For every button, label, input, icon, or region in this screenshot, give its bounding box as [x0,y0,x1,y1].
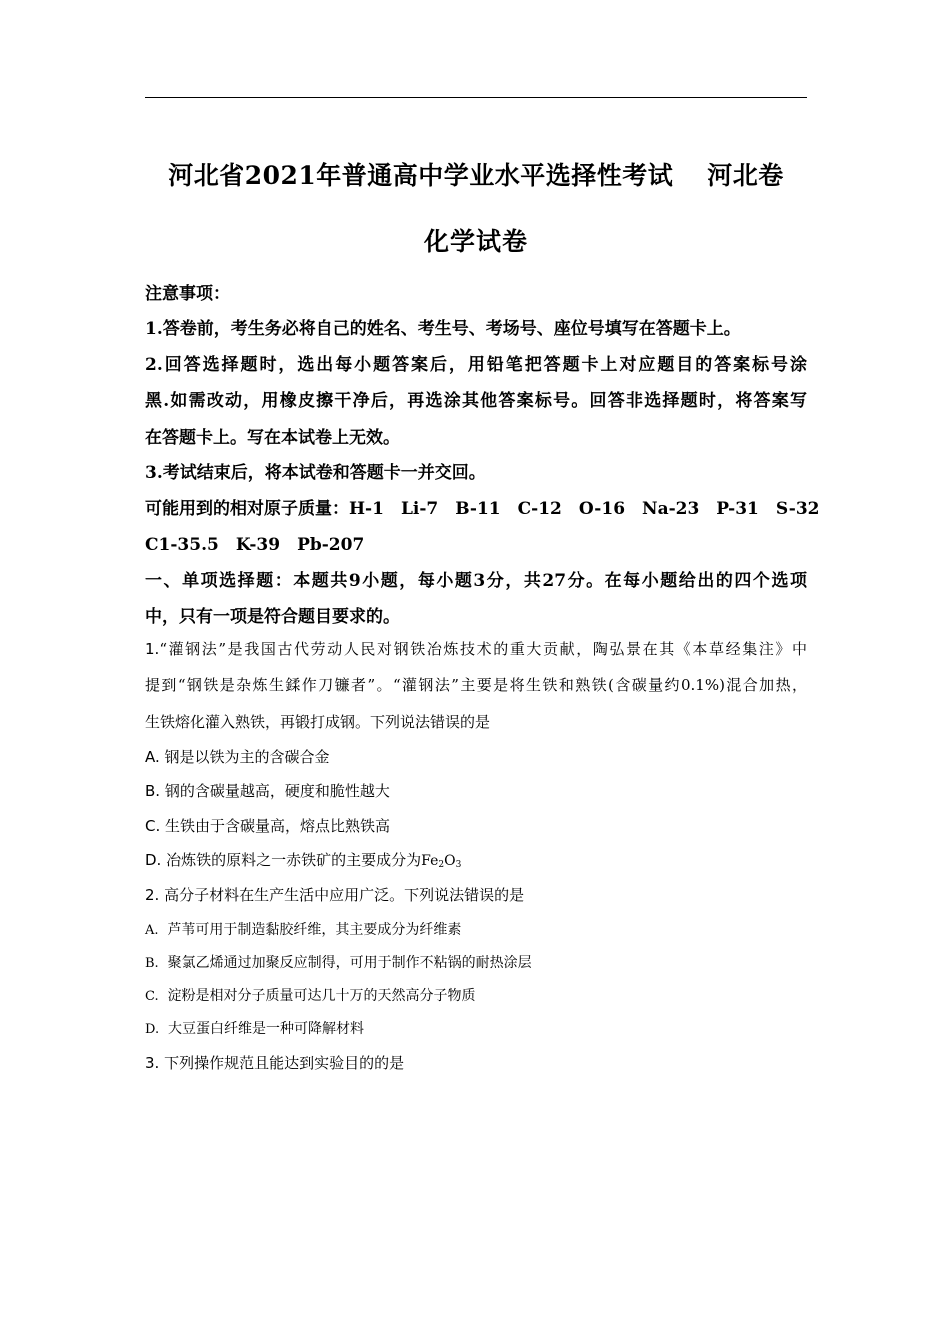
q1-option-b-text: 钢的含碳量越高，硬度和脆性越大 [164,782,390,800]
q1-option-a-text: 钢是以铁为主的含碳合金 [164,748,330,766]
atomic-mass-line-2: C1-35.5 K-39 Pb-207 [145,535,365,555]
q3-stem-text: 下列操作规范且能达到实验目的的是 [164,1054,405,1072]
q2-option-b-mark: B. [145,956,159,971]
q2-option-a [145,919,461,939]
q2-option-d-text: 大豆蛋白纤维是一种可降解材料 [168,1021,364,1037]
q1-option-c [145,815,390,836]
q1-stem-text-1: “灌钢法”是我国古代劳动人民对钢铁冶炼技术的重大贡献，陶弘景在其《本草经集注》中 [159,640,807,658]
q3-number: 3. [145,1054,160,1072]
q2-stem [145,884,524,905]
section-1-heading-line-1: 一、单项选择题：本题共9小题，每小题3分，共27分。在每小题给出的四个选项 [145,571,807,591]
q2-option-b [145,952,532,972]
exam-title-main: 河北省2021年普通高中学业水平选择性考试 [168,161,674,190]
q2-option-c-text: 淀粉是相对分子质量可达几十万的天然高分子物质 [167,988,476,1004]
q2-option-a-text: 芦苇可用于制造黏胶纤维，其主要成分为纤维素 [167,922,462,938]
q1-option-d-mark: D. [145,851,162,869]
header-rule [145,97,807,98]
exam-subtitle: 化学试卷 [423,227,528,256]
q1-option-a [145,746,330,767]
note-3: 3.考试结束后，将本试卷和答题卡一并交回。 [145,463,486,483]
q1-option-d [145,849,461,870]
q1-option-b-mark: B. [145,782,161,800]
q1-option-c-text: 生铁由于含碳量高，熔点比熟铁高 [165,817,391,835]
note-2-line-2: 黑.如需改动，用橡皮擦干净后，再选涂其他答案标号。回答非选择题时，将答案写 [145,391,807,411]
q1-option-a-mark: A. [145,748,160,766]
q2-number: 2. [145,886,160,904]
q3-stem [145,1052,404,1073]
q2-stem-text: 高分子材料在生产生活中应用广泛。下列说法错误的是 [164,886,525,904]
q2-option-d-mark: D. [145,1022,160,1037]
q1-stem-line-1 [145,638,807,659]
q2-option-c [145,985,476,1005]
notes-heading: 注意事项： [145,284,230,304]
q2-option-a-mark: A. [145,923,159,938]
note-2-line-1: 2.回答选择题时，选出每小题答案后，用铅笔把答题卡上对应题目的答案标号涂 [145,355,807,375]
q2-option-d [145,1018,364,1038]
note-2-line-3: 在答题卡上。写在本试卷上无效。 [145,428,400,448]
q2-option-b-text: 聚氯乙烯通过加聚反应制得，可用于制作不粘锅的耐热涂层 [167,955,532,971]
exam-title [145,156,807,192]
q1-number: 1. [145,640,160,658]
section-1-heading-line-2: 中，只有一项是符合题目要求的。 [145,607,400,627]
q2-option-c-mark: C. [145,989,159,1004]
atomic-mass-line-1: 可能用到的相对原子质量：H-1 Li-7 B-11 C-12 O-16 Na-23 P-31 S-32 [145,499,820,519]
q1-option-c-mark: C. [145,817,161,835]
exam-title-tag: 河北卷 [707,161,784,190]
q1-option-d-text: 冶炼铁的原料之一赤铁矿的主要成分为 [166,851,422,869]
q1-option-d-formula: $Fe_2O_3$ [421,853,462,870]
note-1: 1.答卷前，考生务必将自己的姓名、考生号、考场号、座位号填写在答题卡上。 [145,319,741,339]
q1-option-b [145,780,390,801]
q1-stem-line-2: 提到“钢铁是杂炼生鍒作刀镰者”。“灌钢法”主要是将生铁和熟铁(含碳量约0.1%)混合加热， [145,676,807,694]
q1-stem-line-3: 生铁熔化灌入熟铁，再锻打成钢。下列说法错误的是 [145,713,491,731]
